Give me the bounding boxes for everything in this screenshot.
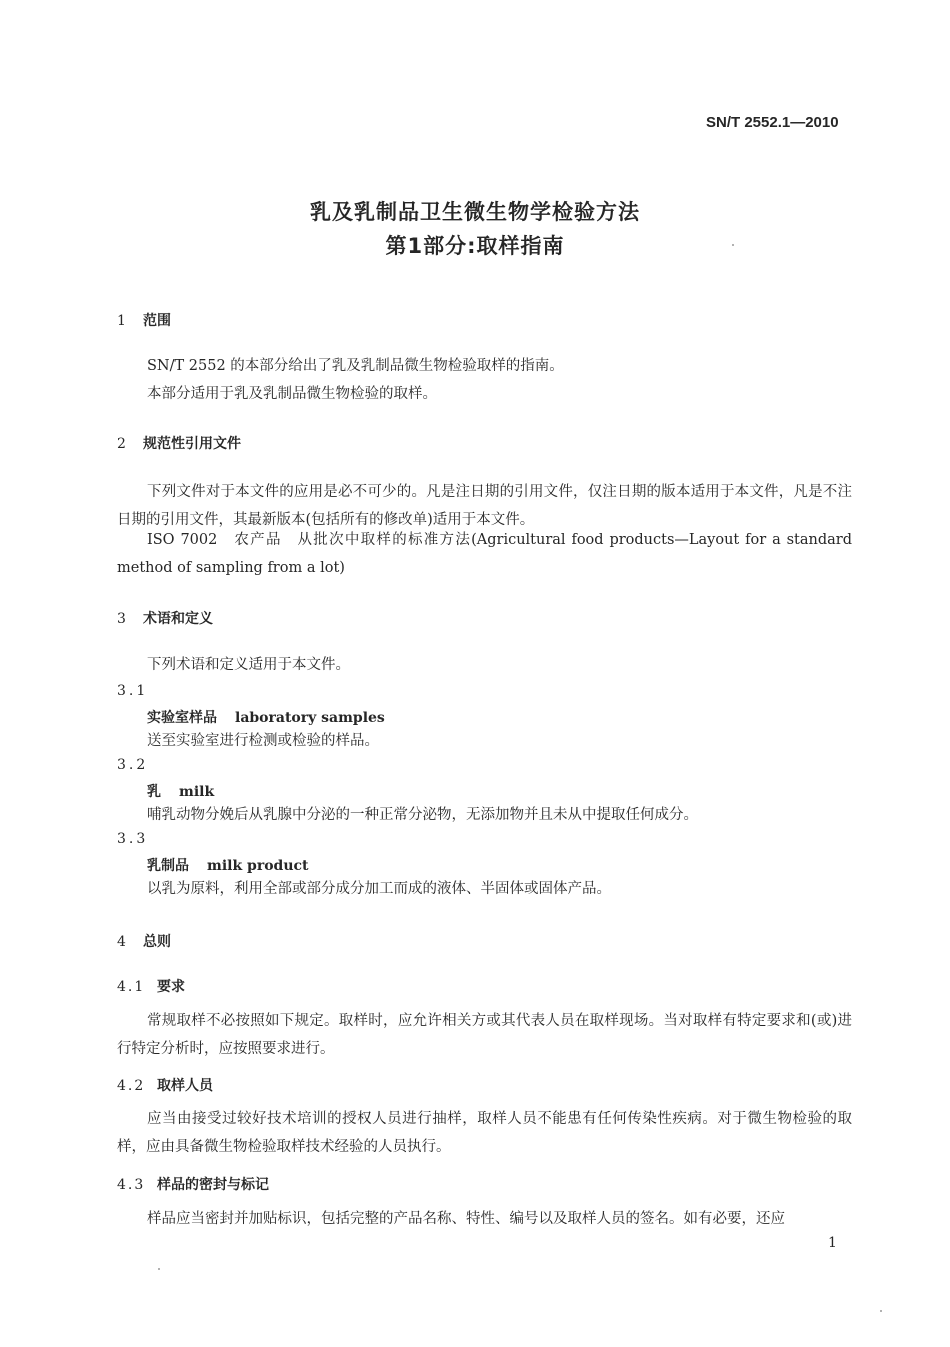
subsection-number: 4.1 <box>117 979 146 995</box>
section-title: 总则 <box>143 934 171 950</box>
term-definition: 以乳为原料，利用全部或部分成分加工而成的液体、半固体或固体产品。 <box>147 881 611 897</box>
subsection-4-3-heading <box>117 1174 269 1194</box>
term-number: 3.1 <box>117 683 149 699</box>
section-title: 范围 <box>143 313 171 329</box>
subsection-number: 4.3 <box>117 1177 146 1193</box>
section-3-intro: 下列术语和定义适用于本文件。 <box>147 657 350 673</box>
section-4-heading <box>117 931 171 951</box>
term-chinese: 乳制品 <box>147 858 189 874</box>
subsection-4-3-paragraph: 样品应当密封并加贴标识，包括完整的产品名称、特性、编号以及取样人员的签名。如有必要，还应 <box>147 1211 785 1227</box>
document-subtitle: 第1部分:取样指南 <box>385 234 565 258</box>
term-definition: 哺乳动物分娩后从乳腺中分泌的一种正常分泌物，无添加物并且未从中提取任何成分。 <box>147 807 698 823</box>
subsection-number: 4.2 <box>117 1078 146 1094</box>
subsection-4-2-paragraph: 应当由接受过较好技术培训的授权人员进行抽样，取样人员不能患有任何传染性疾病。对于微生物检验的取样，应由具备微生物检验取样技术经验的人员执行。 <box>117 1111 852 1155</box>
section-1-paragraph-1: SN/T 2552 的本部分给出了乳及乳制品微生物检验取样的指南。 <box>147 358 564 374</box>
section-1-heading <box>117 310 171 330</box>
term-chinese: 乳 <box>147 784 161 800</box>
section-1-paragraph-2: 本部分适用于乳及乳制品微生物检验的取样。 <box>147 386 437 402</box>
scan-speck <box>880 1310 882 1312</box>
term-heading <box>147 707 385 727</box>
scan-speck <box>732 244 734 246</box>
term-english: milk <box>179 784 215 800</box>
standard-code: SN/T 2552.1—2010 <box>706 114 839 131</box>
term-definition: 送至实验室进行检测或检验的样品。 <box>147 733 379 749</box>
section-3-heading <box>117 608 213 628</box>
subsection-title: 取样人员 <box>157 1078 213 1094</box>
document-title: 乳及乳制品卫生微生物学检验方法 <box>310 200 640 224</box>
term-number: 3.3 <box>117 831 149 847</box>
section-title: 术语和定义 <box>143 611 213 627</box>
section-number: 3 <box>117 611 126 627</box>
section-number: 4 <box>117 934 126 950</box>
section-title: 规范性引用文件 <box>143 436 241 452</box>
subsection-4-1-paragraph: 常规取样不必按照如下规定。取样时，应允许相关方或其代表人员在取样现场。当对取样有特定要求和(或)进行特定分析时，应按照要求进行。 <box>117 1013 852 1057</box>
term-english: milk product <box>207 858 309 874</box>
term-chinese: 实验室样品 <box>147 710 217 726</box>
term-english: laboratory samples <box>235 710 385 726</box>
section-number: 1 <box>117 313 126 329</box>
subsection-title: 要求 <box>157 979 185 995</box>
subsection-title: 样品的密封与标记 <box>157 1177 269 1193</box>
subsection-4-2-heading <box>117 1075 213 1095</box>
term-number: 3.2 <box>117 757 149 773</box>
section-2-reference-iso7002: ISO 7002 农产品 从批次中取样的标准方法(Agricultural food products—Layout for a standard method of sampling from a lot) <box>117 532 852 576</box>
term-heading <box>147 781 214 801</box>
section-2-paragraph-1: 下列文件对于本文件的应用是必不可少的。凡是注日期的引用文件，仅注日期的版本适用于本文件，凡是不注日期的引用文件，其最新版本(包括所有的修改单)适用于本文件。 <box>117 484 852 528</box>
section-2-heading <box>117 433 241 453</box>
scan-speck <box>158 1268 160 1270</box>
page-number: 1 <box>828 1235 837 1251</box>
section-number: 2 <box>117 436 126 452</box>
term-heading <box>147 855 309 875</box>
subsection-4-1-heading <box>117 976 185 996</box>
